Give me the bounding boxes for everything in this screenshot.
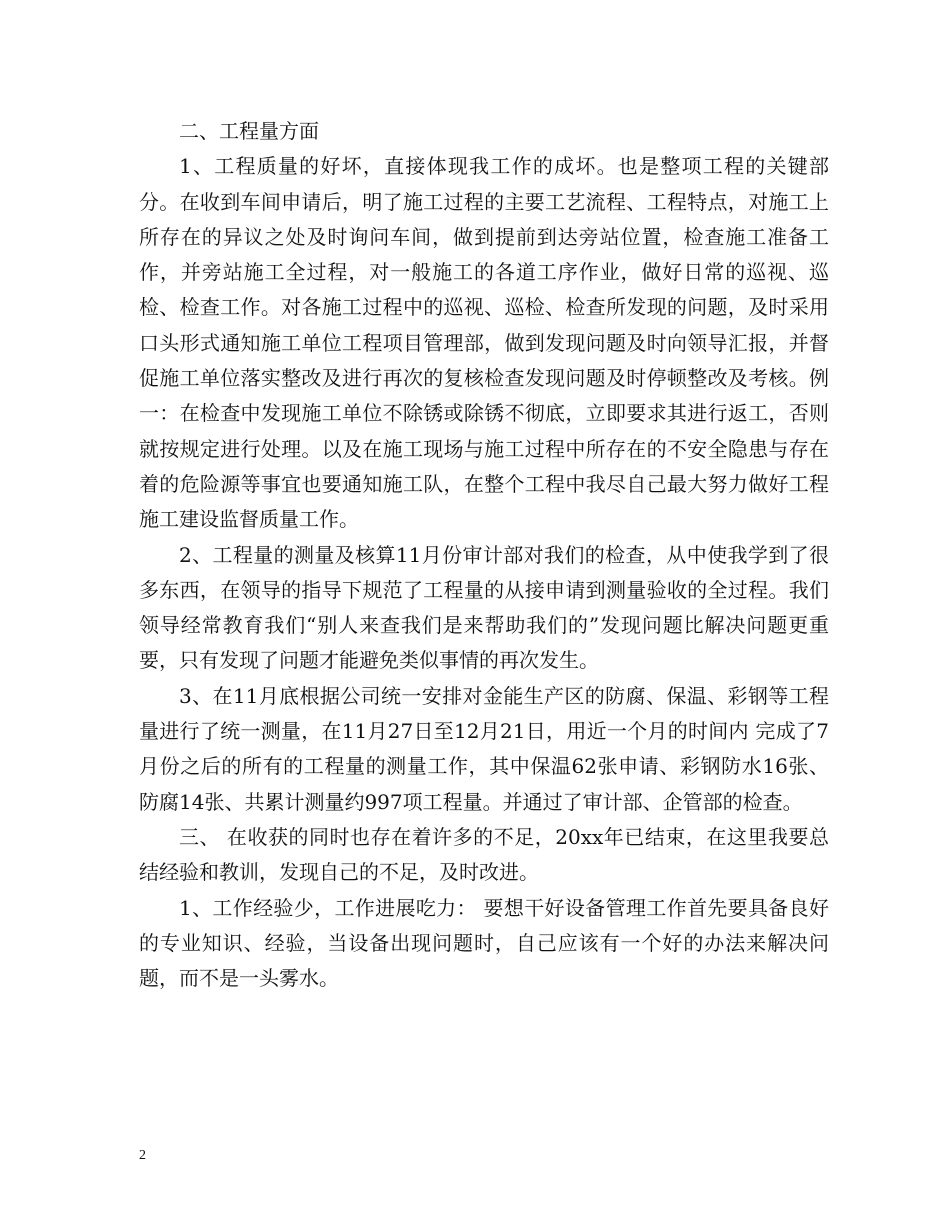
section-heading-quantity: 二、工程量方面 <box>179 119 319 143</box>
section-heading-shortcomings: 三、 在收获的同时也存在着许多的不足，20xx年已结束，在这里我要总结经验和教训，发现自己的不足，及时改进。 <box>139 824 829 885</box>
paragraph-measurement: 2、工程量的测量及核算11月份审计部对我们的检查，从中使我学到了很多东西，在领导的指导下规范了工程量的从接申请到测量验收的全过程。我们领导经常教育我们“别人来查我们是来帮助我们的”发现问题比解决问题更重要，只有发现了问题才能避免类似事情的再次发生。 <box>139 542 829 673</box>
paragraph-quality: 1、工程质量的好坏，直接体现我工作的成坏。也是整项工程的关键部分。在收到车间申请后，明了施工过程的主要工艺流程、工程特点，对施工上所存在的异议之处及时询问车间，做到提前到达旁站位置，检查施工准备工作，并旁站施工全过程，对一般施工的各道工序作业，做好日常的巡视、巡检、检查工作。对各施工过程中的巡视、巡检、检查所发现的问题，及时采用口头形式通知施工单位工程项目管理部，做到发现问题及时向领导汇报，并督促施工单位落实整改及进行再次的复核检查发现问题及时停顿整改及考核。例一：在检查中发现施工单位不除锈或除锈不彻底，立即要求其进行返工，否则就按规定进行处理。以及在施工现场与施工过程中所存在的不安全隐患与存在着的危险源等事宜也要通知施工队，在整个工程中我尽自己最大努力做好工程施工建设监督质量工作。 <box>139 154 829 532</box>
paragraph-experience: 1、工作经验少，工作进展吃力： 要想干好设备管理工作首先要具备良好的专业知识、经验，当设备出现问题时，自己应该有一个好的办法来解决问题，而不是一头雾水。 <box>139 895 829 991</box>
document-body <box>139 114 829 996</box>
page-number: 2 <box>139 1148 146 1163</box>
paragraph-survey: 3、在11月底根据公司统一安排对金能生产区的防腐、保温、彩钢等工程量进行了统一测量，在11月27日至12月21日，用近一个月的时间内 完成了7月份之后的所有的工程量的测量工作，其中保温62张申请、彩钢防水16张、防腐14张、共累计测量约997项工程量。并通过了审计部、企管部的检查。 <box>139 683 829 814</box>
